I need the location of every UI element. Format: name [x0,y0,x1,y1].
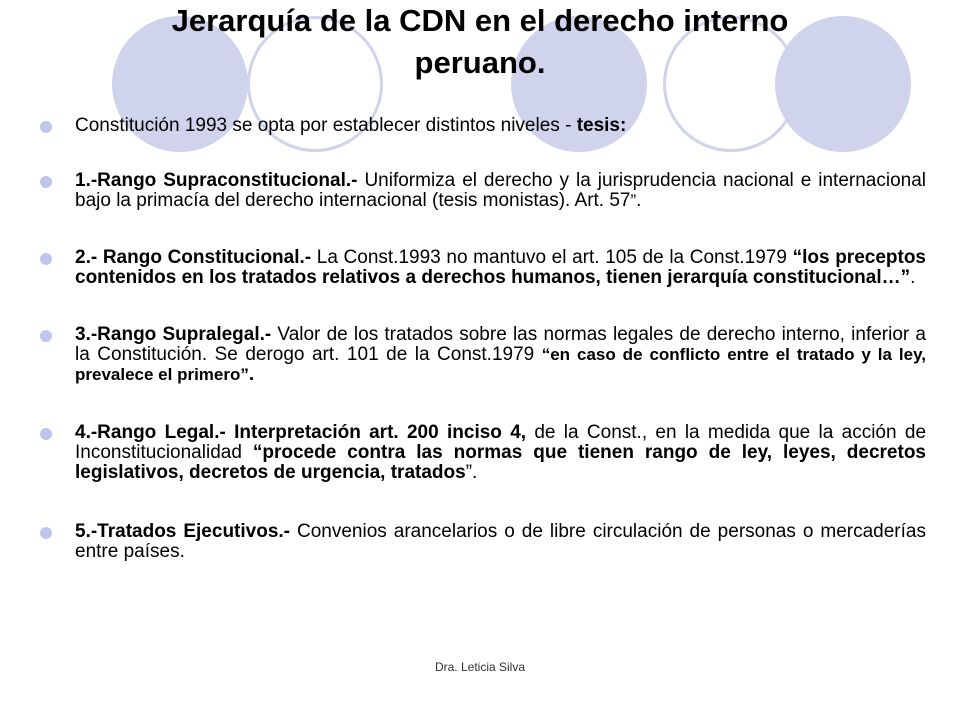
bullet-dot-icon [40,330,52,342]
bullet-list [40,116,926,562]
item-text-end: ”. [465,462,478,483]
slide-footer-author: Dra. Leticia Silva [434,660,526,674]
bullet-dot-icon [40,527,52,539]
item-text-end: . [248,364,255,385]
bullet-dot-icon [40,428,52,440]
bullet-item-tratados-ejecutivos [40,522,926,562]
slide-title [60,0,900,84]
item-label: 5.-Tratados Ejecutivos.- [75,521,290,542]
bullet-dot-icon [40,176,52,188]
item-label: 4.-Rango Legal.- Interpretación art. 200 inciso 4, [75,422,527,443]
item-text: Valor de los tratados sobre las normas legales de derecho interno, inferior a la Constitución. Se derogo art. 101 de la Const.1979 [75,324,926,365]
item-text: La Const.1993 no mantuvo el art. 105 de la Const.1979 [311,247,793,268]
item-text-end: . [636,190,642,211]
item-quote: “en caso de conflicto entre el tratado y la ley, prevalece el primero” [75,345,926,384]
bullet-item-rango-constitucional [40,248,926,288]
slide-title-line2: peruano. [414,45,546,80]
bullet-item-rango-supralegal [40,325,926,385]
item-text-end: . [910,267,916,288]
item-text: Uniformiza el derecho y la jurisprudencia nacional e internacional bajo la primacía del derecho internacional (tesis monistas). Art. 57 [75,170,926,211]
item-quote: “los preceptos contenidos en los tratados relativos a derechos humanos, tienen jerarquía constitucional…” [75,247,926,288]
item-text: de la Const., en la medida que la acción de Inconstitucionalidad [75,422,927,463]
bullet-dot-icon [40,121,52,133]
bullet-item-constitucion-1993 [40,116,926,136]
item-label: 2.- Rango Constitucional.- [75,247,312,268]
item-label: 1.-Rango Supraconstitucional.- [75,170,358,191]
slide-title-line1: Jerarquía de la CDN en el derecho interno [171,3,789,38]
item-text-bold: tesis: [576,115,627,136]
item-label: 3.-Rango Supralegal.- [75,324,272,345]
item-text: Convenios arancelarios o de libre circulación de personas o mercaderías entre países. [75,521,926,562]
bullet-item-rango-legal [40,423,926,483]
item-text: Constitución 1993 se opta por establecer distintos niveles - [75,115,577,136]
item-quote: “procede contra las normas que tienen rango de ley, leyes, decretos legislativos, decretos de urgencia, tratados [75,442,926,483]
bullet-item-rango-supraconstitucional [40,171,926,211]
item-quote-mark: ” [630,191,637,210]
bullet-dot-icon [40,253,52,265]
